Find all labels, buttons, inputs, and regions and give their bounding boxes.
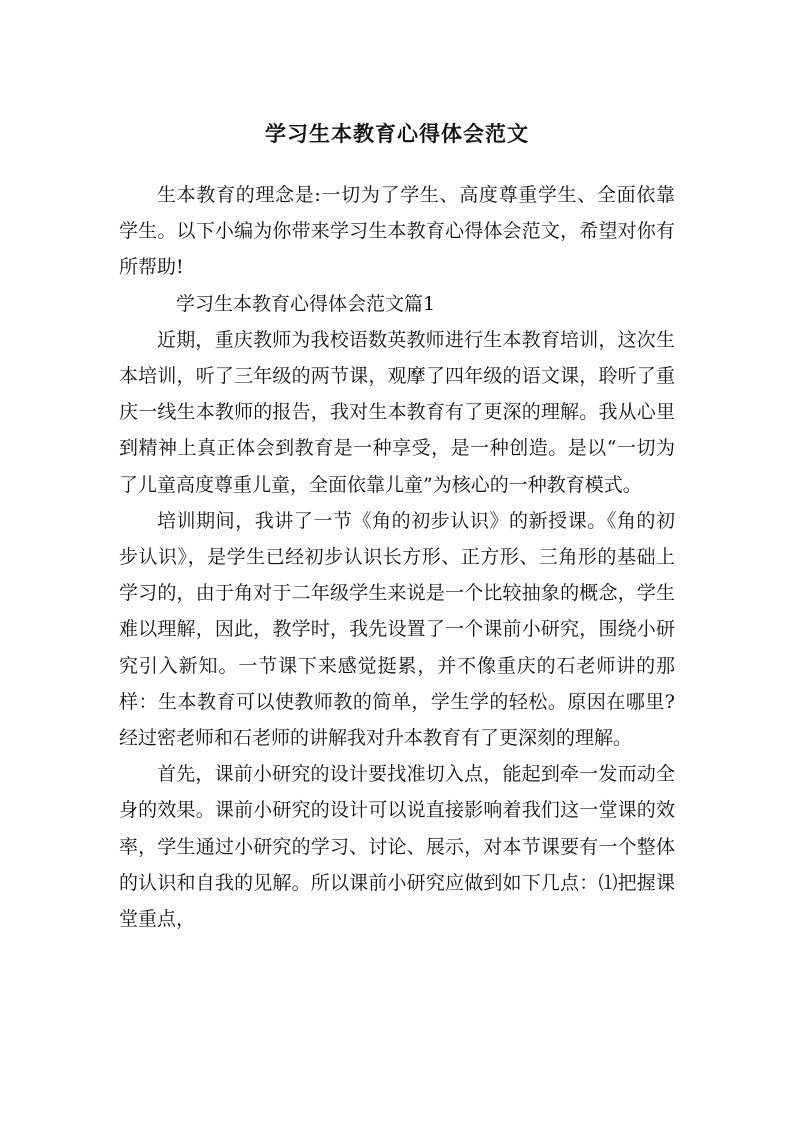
body-paragraph-2: 培训期间，我讲了一节《角的初步认识》的新授课。《角的初步认识》，是学生已经初步认识长方形、正方形、三角形的基础上学习的，由于角对于二年级学生来说是一个比较抽象的概念，学生难以理解，因此，教学时，我先设置了一个课前小研究，围绕小研究引入新知。一节课下来感觉挺累，并不像重庆的石老师讲的那样：生本教育可以使教师教的简单，学生学的轻松。原因在哪里?经过密老师和石老师的讲解我对升本教育有了更深刻的理解。 bbox=[119, 509, 675, 750]
body-paragraph-3: 首先，课前小研究的设计要找准切入点，能起到牵一发而动全身的效果。课前小研究的设计可以说直接影响着我们这一堂课的效率，学生通过小研究的学习、讨论、展示，对本节课要有一个整体的认识和自我的见解。所以课前小研究应做到如下几点：⑴把握课堂重点， bbox=[119, 763, 675, 931]
intro-paragraph: 生本教育的理念是:一切为了学生、高度尊重学生、全面依靠学生。以下小编为你带来学习生本教育心得体会范文，希望对你有所帮助! bbox=[119, 184, 675, 279]
body-paragraph-1: 近期，重庆教师为我校语数英教师进行生本教育培训，这次生本培训，听了三年级的两节课，观摩了四年级的语文课，聆听了重庆一线生本教师的报告，我对生本教育有了更深的理解。我从心里到精神上真正体会到教育是一种享受，是一种创造。是以“一切为了儿童高度尊重儿童，全面依靠儿童”为核心的一种教育模式。 bbox=[119, 328, 675, 496]
section-heading: 学习生本教育心得体会范文篇1 bbox=[176, 292, 436, 315]
document-body bbox=[119, 177, 675, 937]
document-title: 学习生本教育心得体会范文 bbox=[265, 121, 529, 146]
